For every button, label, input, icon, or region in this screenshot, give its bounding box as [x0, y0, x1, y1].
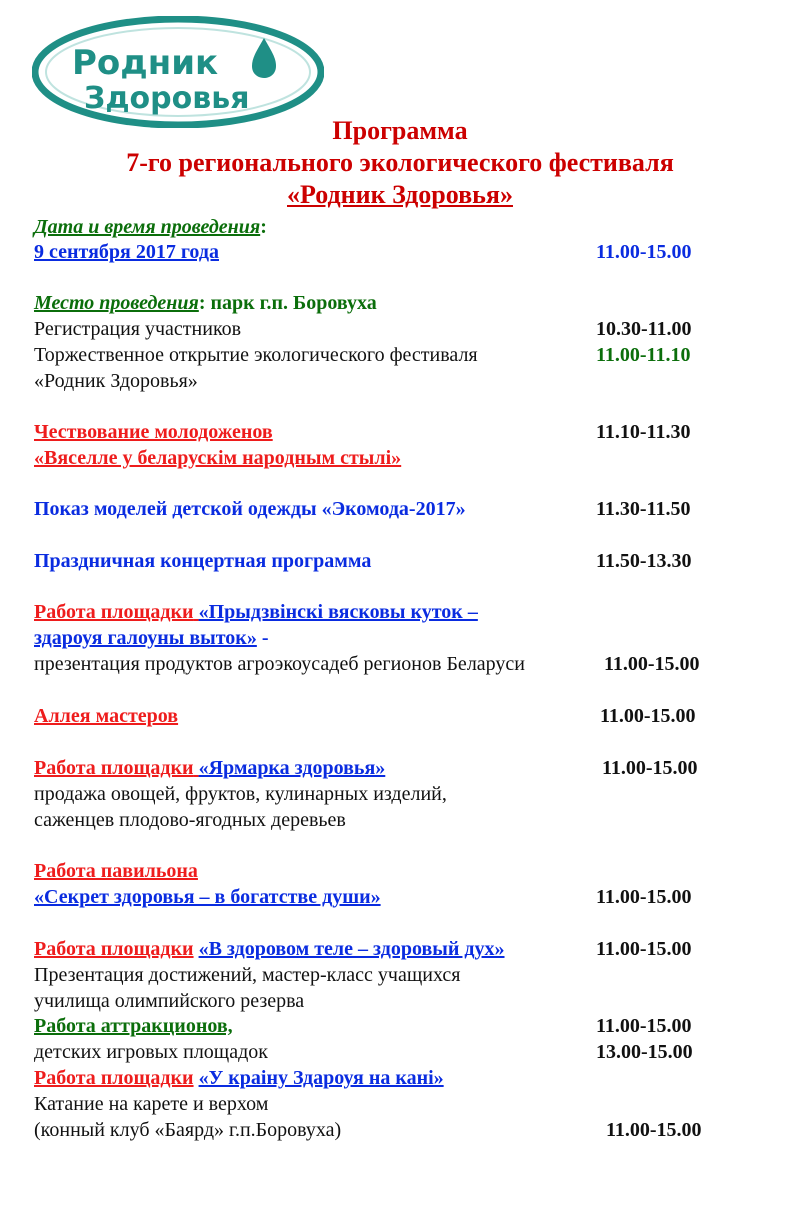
horse-desc2: (конный клуб «Баярд» г.п.Боровуха) [34, 1119, 342, 1141]
place-label: Место проведения [34, 292, 199, 314]
sport-name: «В здоровом теле – здоровый дух» [198, 938, 505, 960]
opening-line1: Торжественное открытие экологического фестиваля [34, 344, 478, 366]
logo-line1: Родник [72, 43, 219, 83]
registration-time: 10.30-11.00 [596, 318, 692, 340]
rides-time1: 11.00-15.00 [596, 1015, 692, 1037]
date-label: Дата и время проведения [34, 216, 261, 238]
fair-name: «Ярмарка здоровья» [198, 757, 386, 779]
corner-prefix: Работа площадки [34, 601, 194, 623]
corner-time: 11.00-15.00 [604, 653, 700, 675]
rides-time2: 13.00-15.00 [596, 1041, 693, 1063]
fair-desc2: саженцев плодово-ягодных деревьев [34, 809, 346, 831]
sport-time: 11.00-15.00 [596, 938, 692, 960]
fair-desc1: продажа овощей, фруктов, кулинарных изделий, [34, 783, 447, 805]
date-colon: : [260, 216, 267, 238]
date-time: 11.00-15.00 [596, 241, 692, 263]
pavilion-time: 11.00-15.00 [596, 886, 692, 908]
sport-desc2: училища олимпийского резерва [34, 990, 305, 1012]
fair-line1 [34, 757, 385, 780]
corner-desc: презентация продуктов агроэкоусадеб регионов Беларуси [34, 653, 525, 675]
sport-desc1: Презентация достижений, мастер-класс учащихся [34, 964, 461, 986]
horse-desc1: Катание на карете и верхом [34, 1093, 269, 1115]
rides-line2: детских игровых площадок [34, 1041, 268, 1063]
corner-line1 [34, 601, 478, 624]
corner-line2 [34, 627, 269, 650]
horse-prefix: Работа площадки [34, 1067, 194, 1089]
place-heading [34, 292, 377, 315]
concert-text: Праздничная концертная программа [34, 550, 372, 572]
date-value: 9 сентября 2017 года [34, 241, 219, 263]
opening-time: 11.00-11.10 [596, 344, 691, 366]
horse-time: 11.00-15.00 [606, 1119, 702, 1141]
logo-line2: Здоровья [84, 81, 250, 116]
logo-graphic [32, 16, 324, 128]
sport-line1 [34, 938, 505, 961]
pavilion-line1: Работа павильона [34, 860, 198, 882]
festival-name [0, 180, 800, 210]
logo [32, 16, 324, 128]
horse-name: «У краіну Здароуя на кані» [198, 1067, 444, 1089]
wedding-line1: Чествование молодоженов [34, 421, 273, 443]
fashion-text: Показ моделей детской одежды «Экомода-2017» [34, 498, 466, 520]
masters-text: Аллея мастеров [34, 705, 179, 727]
sport-prefix: Работа площадки [34, 938, 194, 960]
horse-line1 [34, 1067, 444, 1090]
rides-line1: Работа аттракционов, [34, 1015, 233, 1037]
place-value: : парк г.п. Боровуха [198, 292, 377, 314]
corner-name2: здароуя галоуны выток» [34, 627, 257, 649]
registration-text: Регистрация участников [34, 318, 242, 340]
festival-name-text: «Родник Здоровья» [287, 180, 513, 209]
corner-name1: «Прыдзвінскі вясковы куток – [198, 601, 478, 623]
wedding-line2: «Вяселле у беларускім народным стылі» [34, 447, 402, 469]
date-heading [34, 216, 267, 239]
pavilion-line2: «Секрет здоровья – в богатстве души» [34, 886, 381, 908]
opening-line2: «Родник Здоровья» [34, 370, 198, 392]
corner-dash: - [256, 627, 269, 649]
fair-time: 11.00-15.00 [602, 757, 698, 779]
festival-title: 7-го регионального экологического фестиваля [126, 148, 674, 177]
wedding-time: 11.10-11.30 [596, 421, 691, 443]
fair-prefix: Работа площадки [34, 757, 194, 779]
masters-time: 11.00-15.00 [600, 705, 696, 727]
concert-time: 11.50-13.30 [596, 550, 692, 572]
program-title: Программа [332, 116, 468, 145]
fashion-time: 11.30-11.50 [596, 498, 691, 520]
